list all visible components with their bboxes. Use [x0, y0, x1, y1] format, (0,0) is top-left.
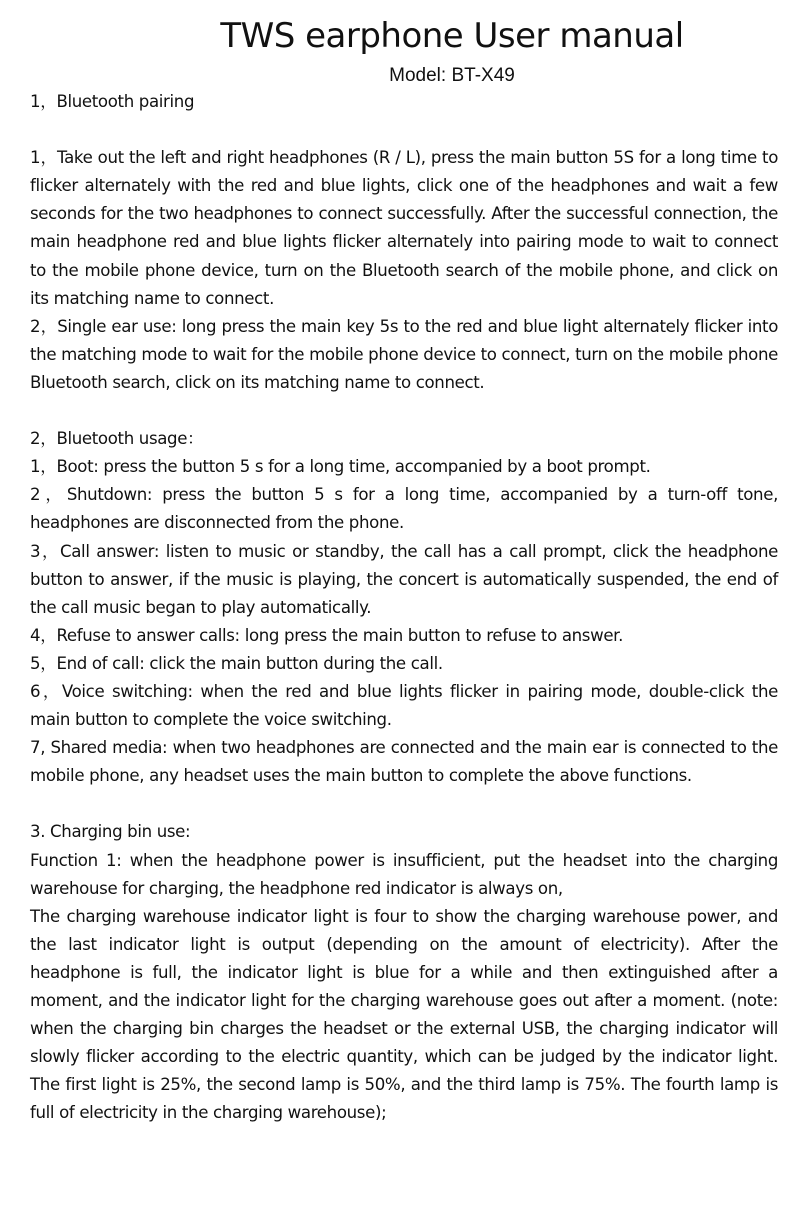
paragraph-pairing-step-1: 1，Take out the left and right headphones (R / L), press the main button 5S for a long time to flicker alternately with the red and blue lights, click one of the headphones and wait a few seconds for the two headphones to connect successfully. After the successful connection, the main headphone red and blue lights flicker alternately into pairing mode to wait to connect to the mobile phone device, turn on the Bluetooth search of the mobile phone, and click on its matching name to connect.: [30, 148, 778, 308]
paragraph-charging-indicator: The charging warehouse indicator light is four to show the charging warehouse power, and the last indicator light is output (depending on the amount of electricity). After the headphone is full, the indicator light is blue for a while and then extinguished after a moment, and the indicator light for the charging warehouse goes out after a moment. (note: when the charging bin charges the headset or the external USB, the charging indicator will slowly flicker according to the electric quantity, which can be judged by the indicator light. The first light is 25%, the second lamp is 50%, and the third lamp is 75%. The fourth lamp is full of electricity in the charging warehouse);: [30, 906, 778, 1123]
paragraph-usage-shared-media: 7, Shared media: when two headphones are connected and the main ear is connected to the mobile phone, any headset uses the main button to complete the above functions.: [30, 738, 778, 786]
manual-page: [30, 14, 778, 1127]
section-heading-charging-bin: 3. Charging bin use:: [30, 822, 191, 842]
spacer: [30, 397, 778, 425]
section-heading-bluetooth-pairing: 1，Bluetooth pairing: [30, 92, 195, 111]
paragraph-usage-shutdown: 2，Shutdown: press the button 5 s for a long time, accompanied by a turn-off tone, headphones are disconnected from the phone.: [30, 485, 778, 533]
paragraph-usage-end-call: 5，End of call: click the main button during the call.: [30, 653, 443, 673]
document-title: TWS earphone User manual: [220, 16, 684, 56]
paragraph-usage-boot: 1，Boot: press the button 5 s for a long time, accompanied by a boot prompt.: [30, 457, 651, 477]
paragraph-usage-refuse-call: 4，Refuse to answer calls: long press the main button to refuse to answer.: [30, 625, 624, 645]
model-number: Model: BT-X49: [389, 65, 515, 86]
paragraph-charging-function-1: Function 1: when the headphone power is insufficient, put the headset into the charging warehouse for charging, the headphone red indicator is always on,: [30, 850, 778, 898]
section-heading-bluetooth-usage: 2，Bluetooth usage：: [30, 429, 204, 449]
paragraph-pairing-step-2: 2，Single ear use: long press the main key 5s to the red and blue light alternately flicker into the matching mode to wait for the mobile phone device to connect, turn on the mobile phone Bluetooth search, click on its matching name to connect.: [30, 316, 778, 392]
spacer: [30, 116, 778, 144]
spacer: [30, 790, 778, 818]
paragraph-usage-call-answer: 3，Call answer: listen to music or standby, the call has a call prompt, click the headphone button to answer, if the music is playing, the concert is automatically suspended, the end of the call music began to play automatically.: [30, 541, 778, 617]
paragraph-usage-voice-switching: 6，Voice switching: when the red and blue lights flicker in pairing mode, double-click the main button to complete the voice switching.: [30, 681, 778, 730]
manual-body: [30, 88, 778, 1127]
